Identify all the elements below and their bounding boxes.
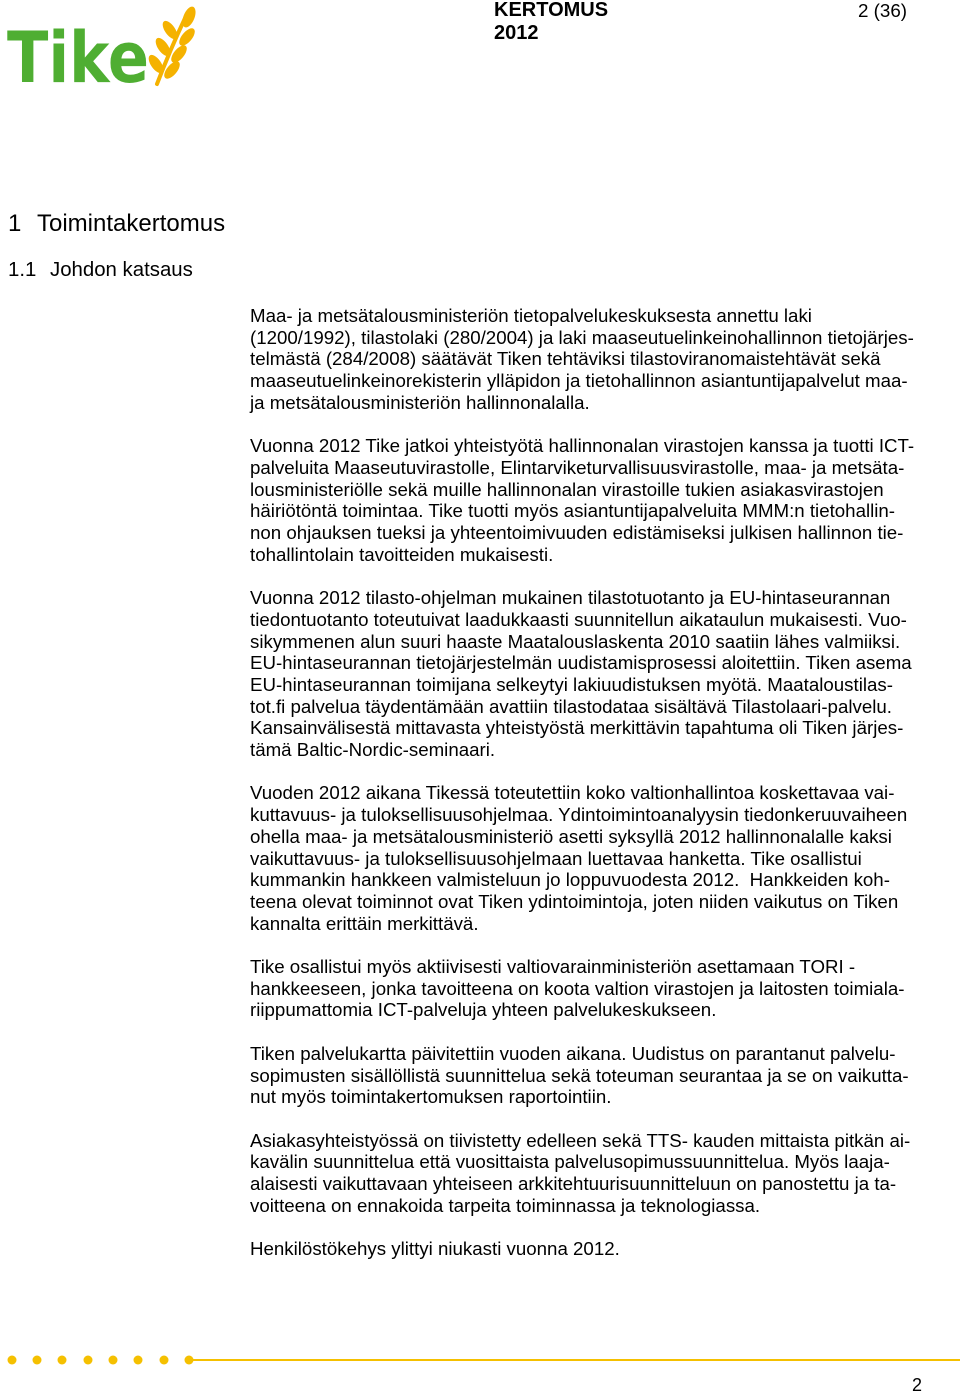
paragraph-line: kavälin suunnittelua että vuosittaista palvelusopimussuunnittelua. Myös laaja-: [250, 1151, 890, 1173]
paragraph-line: kuttavuus- ja tuloksellisuusohjelmaa. Ydintoimintoanalyysin tiedonkeruuvaiheen: [250, 804, 908, 826]
paragraph-line: ja metsätalousministeriön hallinnonalalla.: [250, 391, 590, 413]
paragraph-line: nut myös toimintakertomuksen raportointiin.: [250, 1086, 612, 1108]
paragraph-line: kummankin hankkeen valmisteluun jo loppuvuodesta 2012. Hankkeiden koh-: [250, 869, 890, 891]
document-title: KERTOMUS: [494, 0, 609, 21]
paragraph-line: sikymmenen alun suuri haaste Maatalouslaskenta 2010 saatiin lähes valmiiksi.: [250, 630, 901, 652]
paragraph-line: alaisesti vaikuttavaan yhteiseen arkkitehtuurisuunnitteluun on panostettu ja ta-: [250, 1173, 897, 1195]
logo-wordmark: Tike: [7, 17, 149, 95]
page-reference: 2 (36): [858, 0, 908, 21]
paragraph-line: tot.fi palvelua täydentämään avattiin tilastodataa sisältävä Tilastolaari-palvelu.: [250, 695, 892, 717]
paragraph-line: Henkilöstökehys ylittyi niukasti vuonna 2012.: [250, 1238, 620, 1260]
paragraph-line: Maa- ja metsätalousministeriön tietopalvelukeskuksesta annettu laki: [250, 305, 812, 326]
paragraph-line: EU-hintaseurannan tietojärjestelmän uudistamisprosessi aloitettiin. Tiken asema: [250, 652, 912, 674]
footer-dot: [160, 1356, 169, 1365]
paragraph-line: sopimusten sisällöllistä suunnittelua sekä toteuman seurantaa ja se on vaikutta-: [250, 1064, 909, 1086]
paragraph-line: lousministeriölle sekä muille hallinnonalan virastoille tukien asiakasvirastojen: [250, 478, 884, 500]
paragraph-line: voitteena on ennakoida tarpeita toiminnassa ja teknologiassa.: [250, 1194, 761, 1216]
page-number: 2: [912, 1375, 923, 1395]
footer-rule: [0, 1350, 960, 1370]
footer-dot: [134, 1356, 143, 1365]
paragraph-line: tohallintolain tavoitteiden mukaisesti.: [250, 543, 554, 565]
paragraph-line: maaseutuelinkeinorekisterin ylläpidon ja tietohallinnon asiantuntijapalvelut maa-: [250, 370, 908, 392]
paragraph-line: Vuoden 2012 aikana Tikessä toteutettiin koko valtionhallintoa koskettavaa vai-: [250, 782, 895, 804]
footer-dot: [109, 1356, 118, 1365]
paragraph: [250, 1043, 950, 1108]
document-year: 2012: [494, 22, 539, 44]
footer-dot: [84, 1356, 93, 1365]
footer-dot: [185, 1356, 194, 1365]
paragraph-line: palveluita Maaseutuvirastolle, Elintarviketurvallisuusvirastolle, maa- ja metsäta-: [250, 456, 905, 478]
paragraph: [250, 782, 950, 934]
paragraph-line: Vuonna 2012 Tike jatkoi yhteistyötä hallinnonalan virastojen kanssa ja tuotti ICT-: [250, 435, 915, 457]
footer-dot: [33, 1356, 42, 1365]
body-text: [250, 305, 950, 1282]
subsection-number: 1.1: [8, 259, 37, 281]
paragraph-line: Kansainvälisestä mittavasta yhteistyöstä merkittävin tapahtuma oli Tiken järjes-: [250, 717, 904, 739]
section-title: Toimintakertomus: [37, 210, 226, 237]
paragraph-line: vaikuttavuus- ja tuloksellisuusohjelmaan luettavaa hanketta. Tike osallistui: [250, 847, 862, 869]
paragraph-line: Tike osallistui myös aktiivisesti valtiovarainministeriön asettamaan TORI -: [250, 956, 856, 978]
wheat-icon: [146, 5, 198, 84]
subsection-title: Johdon katsaus: [50, 259, 193, 281]
paragraph: [250, 956, 950, 1021]
footer-dot: [8, 1356, 17, 1365]
paragraph-line: Tiken palvelukartta päivitettiin vuoden aikana. Uudistus on parantanut palvelu-: [250, 1042, 896, 1064]
paragraph-line: häiriötöntä toimintaa. Tike tuotti myös asiantuntijapalveluita MMM:n tietohallin-: [250, 500, 896, 522]
paragraph-line: ohella maa- ja metsätalousministeriö asetti syksyllä 2012 hallinnonalalle kaksi: [250, 825, 892, 847]
paragraph: [250, 587, 950, 761]
paragraph: [250, 1130, 950, 1217]
paragraph-line: tämä Baltic-Nordic-seminaari.: [250, 739, 496, 761]
paragraph-line: hankkeeseen, jonka tavoitteena on koota valtion virastojen ja laitosten toimiala-: [250, 977, 905, 999]
paragraph-line: kannalta erittäin merkittävä.: [250, 912, 479, 934]
paragraph-line: (1200/1992), tilastolaki (280/2004) ja laki maaseutuelinkeinohallinnon tietojärjes-: [250, 326, 914, 348]
footer-dot: [58, 1356, 67, 1365]
paragraph-line: EU-hintaseurannan toimijana selkeytyi lakiuudistuksen myötä. Maataloustilas-: [250, 673, 893, 695]
paragraph-line: tiedontuotanto toteutuivat laadukkaasti suunnitellun aikataulun mukaisesti. Vuo-: [250, 608, 907, 630]
paragraph-line: non ohjauksen tueksi ja yhteentoimivuuden edistämiseksi julkisen hallinnon tie-: [250, 522, 904, 544]
paragraph-line: riippumattomia ICT-palveluja yhteen palvelukeskukseen.: [250, 999, 717, 1021]
paragraph: [250, 305, 950, 414]
paragraph-line: teena olevat toiminnot ovat Tiken ydintoimintoja, joten niiden vaikutus on Tiken: [250, 890, 899, 912]
tike-logo: [0, 0, 210, 95]
paragraph-line: telmästä (284/2008) säätävät Tiken tehtäviksi tilastoviranomaistehtävät sekä: [250, 348, 881, 370]
paragraph-line: Asiakasyhteistyössä on tiivistetty edelleen sekä TTS- kauden mittaista pitkän ai-: [250, 1129, 911, 1151]
paragraph: [250, 1238, 950, 1260]
paragraph: [250, 435, 950, 565]
paragraph-line: Vuonna 2012 tilasto-ohjelman mukainen tilastotuotanto ja EU-hintaseurannan: [250, 587, 891, 609]
section-number: 1: [8, 210, 22, 237]
